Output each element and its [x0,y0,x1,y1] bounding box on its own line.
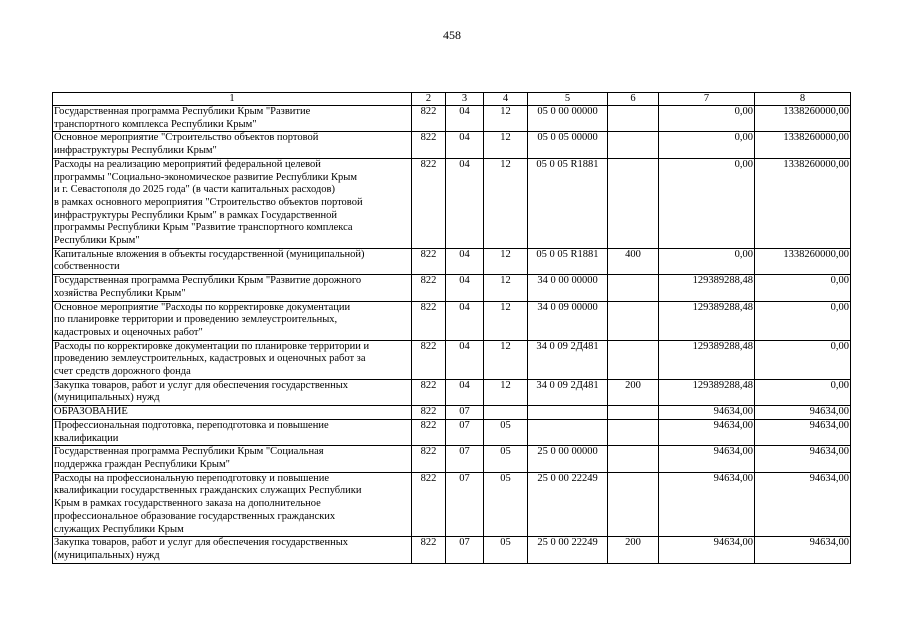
ministry-code-cell: 822 [412,537,446,563]
target-article-cell: 05 0 00 00000 [528,106,608,132]
section-code-cell: 04 [446,158,484,248]
ministry-code-cell: 822 [412,406,446,420]
expense-type-cell: 200 [608,537,659,563]
ministry-code-cell: 822 [412,419,446,445]
expense-type-cell [608,406,659,420]
amount-col8-cell: 94634,00 [755,472,851,537]
column-header: 2 [412,93,446,106]
table-row [53,537,851,563]
ministry-code-cell: 822 [412,132,446,158]
target-article-cell [528,406,608,420]
ministry-code-cell: 822 [412,106,446,132]
row-name-cell: Закупка товаров, работ и услуг для обеспечения государственных (муниципальных) нужд [53,379,412,405]
ministry-code-cell: 822 [412,158,446,248]
ministry-code-cell: 822 [412,379,446,405]
subsection-code-cell: 05 [484,472,528,537]
target-article-cell: 05 0 05 R1881 [528,158,608,248]
row-name-cell: Закупка товаров, работ и услуг для обеспечения государственных (муниципальных) нужд [53,537,412,563]
row-name-cell: Государственная программа Республики Крым "Развитие транспортного комплекса Республики Крым" [53,106,412,132]
ministry-code-cell: 822 [412,446,446,472]
target-article-cell: 05 0 05 R1881 [528,248,608,274]
table-row [53,275,851,301]
ministry-code-cell: 822 [412,301,446,340]
section-code-cell: 04 [446,106,484,132]
expense-type-cell [608,301,659,340]
section-code-cell: 07 [446,472,484,537]
column-header: 4 [484,93,528,106]
amount-col8-cell: 1338260000,00 [755,158,851,248]
amount-col7-cell: 0,00 [659,158,755,248]
row-name-cell: Государственная программа Республики Крым "Развитие дорожного хозяйства Республики Крым" [53,275,412,301]
subsection-code-cell: 12 [484,301,528,340]
amount-col8-cell: 1338260000,00 [755,132,851,158]
budget-table [52,92,851,564]
target-article-cell: 05 0 05 00000 [528,132,608,158]
table-row [53,106,851,132]
expense-type-cell: 200 [608,379,659,405]
amount-col7-cell: 129389288,48 [659,301,755,340]
expense-type-cell [608,158,659,248]
amount-col8-cell: 94634,00 [755,419,851,445]
subsection-code-cell: 12 [484,158,528,248]
target-article-cell: 34 0 09 2Д481 [528,340,608,379]
amount-col8-cell: 0,00 [755,275,851,301]
column-header: 5 [528,93,608,106]
column-header: 3 [446,93,484,106]
ministry-code-cell: 822 [412,248,446,274]
amount-col8-cell: 94634,00 [755,537,851,563]
table-row [53,248,851,274]
amount-col7-cell: 129389288,48 [659,379,755,405]
subsection-code-cell: 12 [484,379,528,405]
amount-col8-cell: 1338260000,00 [755,248,851,274]
table-row [53,132,851,158]
table-row [53,472,851,537]
expense-type-cell [608,472,659,537]
section-code-cell: 04 [446,340,484,379]
section-code-cell: 04 [446,301,484,340]
section-code-cell: 04 [446,379,484,405]
amount-col8-cell: 0,00 [755,301,851,340]
expense-type-cell [608,446,659,472]
row-name-cell: Основное мероприятие "Строительство объектов портовой инфраструктуры Республики Крым" [53,132,412,158]
table-row [53,340,851,379]
expense-type-cell [608,275,659,301]
target-article-cell [528,419,608,445]
table-row [53,158,851,248]
section-code-cell: 04 [446,132,484,158]
amount-col8-cell: 94634,00 [755,406,851,420]
row-name-cell: Расходы на профессиональную переподготовку и повышение квалификации государственных гражданских служащих Республики Крым в рамках государственного заказа на дополнительное профессиональное образование государственных гражданских служащих Республики Крым [53,472,412,537]
page-number: 458 [443,28,461,42]
column-number-row [53,93,851,106]
subsection-code-cell: 05 [484,446,528,472]
amount-col7-cell: 0,00 [659,106,755,132]
target-article-cell: 34 0 00 00000 [528,275,608,301]
amount-col8-cell: 0,00 [755,340,851,379]
amount-col7-cell: 94634,00 [659,406,755,420]
subsection-code-cell: 12 [484,248,528,274]
expense-type-cell [608,106,659,132]
ministry-code-cell: 822 [412,275,446,301]
amount-col7-cell: 94634,00 [659,472,755,537]
ministry-code-cell: 822 [412,472,446,537]
amount-col7-cell: 94634,00 [659,537,755,563]
expense-type-cell [608,132,659,158]
column-header: 8 [755,93,851,106]
section-code-cell: 04 [446,248,484,274]
row-name-cell: ОБРАЗОВАНИЕ [53,406,412,420]
section-code-cell: 04 [446,275,484,301]
table-row [53,446,851,472]
subsection-code-cell [484,406,528,420]
expense-type-cell [608,419,659,445]
section-code-cell: 07 [446,446,484,472]
subsection-code-cell: 05 [484,419,528,445]
amount-col7-cell: 94634,00 [659,419,755,445]
table-row [53,379,851,405]
subsection-code-cell: 12 [484,340,528,379]
amount-col7-cell: 0,00 [659,132,755,158]
target-article-cell: 25 0 00 22249 [528,472,608,537]
amount-col7-cell: 94634,00 [659,446,755,472]
section-code-cell: 07 [446,419,484,445]
amount-col7-cell: 0,00 [659,248,755,274]
table-row [53,406,851,420]
column-header: 6 [608,93,659,106]
row-name-cell: Основное мероприятие "Расходы по корректировке документации по планировке территории и проведению землеустроительных, кадастровых и оценочных работ" [53,301,412,340]
section-code-cell: 07 [446,406,484,420]
table-row [53,419,851,445]
table-row [53,301,851,340]
amount-col7-cell: 129389288,48 [659,275,755,301]
row-name-cell: Расходы на реализацию мероприятий федеральной целевой программы "Социально-экономическое развитие Республики Крым и г. Севастополя до 2025 года" (в части капитальных расходов) в рамках основного мероприятия "Строительство объектов портовой инфраструктуры Республики Крым" в рамках Государственной программы Республики Крым "Развитие транспортного комплекса Республики Крым" [53,158,412,248]
section-code-cell: 07 [446,537,484,563]
amount-col8-cell: 0,00 [755,379,851,405]
subsection-code-cell: 05 [484,537,528,563]
subsection-code-cell: 12 [484,275,528,301]
column-header: 7 [659,93,755,106]
ministry-code-cell: 822 [412,340,446,379]
row-name-cell: Профессиональная подготовка, переподготовка и повышение квалификации [53,419,412,445]
subsection-code-cell: 12 [484,106,528,132]
amount-col8-cell: 1338260000,00 [755,106,851,132]
expense-type-cell: 400 [608,248,659,274]
expense-type-cell [608,340,659,379]
row-name-cell: Государственная программа Республики Крым "Социальная поддержка граждан Республики Крым" [53,446,412,472]
target-article-cell: 34 0 09 00000 [528,301,608,340]
amount-col8-cell: 94634,00 [755,446,851,472]
column-header: 1 [53,93,412,106]
amount-col7-cell: 129389288,48 [659,340,755,379]
target-article-cell: 25 0 00 00000 [528,446,608,472]
target-article-cell: 34 0 09 2Д481 [528,379,608,405]
row-name-cell: Капитальные вложения в объекты государственной (муниципальной) собственности [53,248,412,274]
subsection-code-cell: 12 [484,132,528,158]
row-name-cell: Расходы по корректировке документации по планировке территории и проведению землеустроительных, кадастровых и оценочных работ за счет средств дорожного фонда [53,340,412,379]
target-article-cell: 25 0 00 22249 [528,537,608,563]
